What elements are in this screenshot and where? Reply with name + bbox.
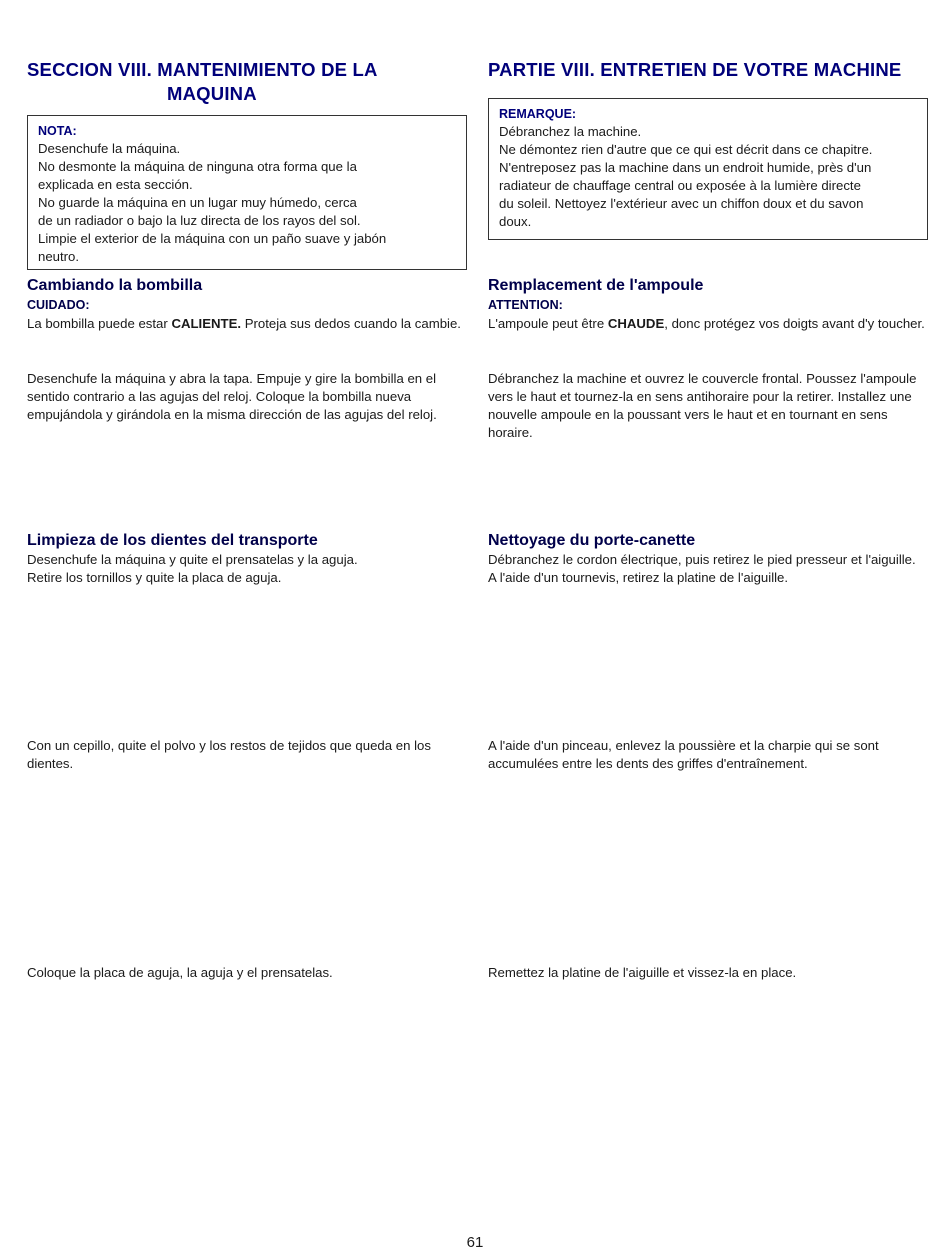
- bulb-caution-text-fr: [488, 315, 928, 333]
- note-line: neutro.: [38, 249, 80, 264]
- note-line: du soleil. Nettoyez l'extérieur avec un chiffon doux et du savon: [499, 196, 864, 211]
- bulb-steps-es: Desenchufe la máquina y abra la tapa. Empuje y gire la bombilla en el sentido contrario a las agujas del reloj. Coloque la bombilla nueva empujándola y girándola en la misma dirección de las agujas del reloj.: [27, 371, 437, 422]
- feed-brush-fr: A l'aide d'un pinceau, enlevez la poussière et la charpie qui se sont accumulées entre les dents des griffes d'entraînement.: [488, 738, 879, 771]
- caution-text-bold: CHAUDE: [607, 316, 665, 331]
- feed-heading-es: Limpieza de los dientes del transporte: [27, 532, 318, 549]
- note-box-es: [27, 115, 467, 270]
- feed-steps-fr: [488, 551, 928, 587]
- section-title-fr: PARTIE VIII. ENTRETIEN DE VOTRE MACHINE: [488, 59, 902, 80]
- section-title-es: [27, 58, 467, 106]
- section-title-es-line1: SECCION VIII. MANTENIMIENTO DE LA: [27, 59, 378, 80]
- bulb-heading-es: Cambiando la bombilla: [27, 277, 203, 294]
- caution-text-pre: L'ampoule peut être: [488, 316, 608, 331]
- note-line: doux.: [499, 214, 532, 229]
- note-line: No desmonte la máquina de ninguna otra forma que la: [38, 159, 357, 174]
- bulb-heading-fr: Remplacement de l'ampoule: [488, 277, 704, 294]
- caution-text-post: , donc protégez vos doigts avant d'y toucher.: [664, 316, 925, 331]
- note-line: No guarde la máquina en un lugar muy húmedo, cerca: [38, 195, 357, 210]
- feed-step-line: Retire los tornillos y quite la placa de aguja.: [27, 570, 282, 585]
- feed-heading-fr: Nettoyage du porte-canette: [488, 532, 696, 549]
- feed-step-line: Débranchez le cordon électrique, puis retirez le pied presseur et l'aiguille.: [488, 552, 916, 567]
- note-box-fr: [488, 98, 928, 240]
- note-line: Ne démontez rien d'autre que ce qui est décrit dans ce chapitre.: [499, 142, 873, 157]
- note-line: Desenchufe la máquina.: [38, 141, 181, 156]
- feed-step-line: Desenchufe la máquina y quite el prensatelas y la aguja.: [27, 552, 358, 567]
- section-title-es-line2: MAQUINA: [167, 83, 257, 104]
- feed-replace-fr: Remettez la platine de l'aiguille et vissez-la en place.: [488, 965, 797, 980]
- caution-text-pre: La bombilla puede estar: [27, 316, 172, 331]
- bulb-caution-label-es: CUIDADO:: [27, 298, 90, 312]
- caution-text-post: Proteja sus dedos cuando la cambie.: [241, 316, 461, 331]
- note-line: Limpie el exterior de la máquina con un paño suave y jabón: [38, 231, 387, 246]
- note-label-fr: REMARQUE:: [499, 107, 577, 121]
- note-line: explicada en esta sección.: [38, 177, 193, 192]
- bulb-caution-text-es: [27, 315, 467, 333]
- caution-text-bold: CALIENTE.: [171, 316, 242, 331]
- note-line: N'entreposez pas la machine dans un endroit humide, près d'un: [499, 160, 872, 175]
- bulb-caution-label-fr: ATTENTION:: [488, 298, 563, 312]
- note-line: radiateur de chauffage central ou exposée à la lumière directe: [499, 178, 861, 193]
- bulb-steps-fr: Débranchez la machine et ouvrez le couvercle frontal. Poussez l'ampoule vers le haut et tournez-la en sens antihoraire pour la retirer. Installez une nouvelle ampoule en la poussant vers le haut et en tournant en sens horaire.: [488, 371, 917, 440]
- feed-steps-es: [27, 551, 467, 587]
- feed-brush-es: Con un cepillo, quite el polvo y los restos de tejidos que queda en los dientes.: [27, 738, 431, 771]
- page-number: 61: [466, 1234, 484, 1251]
- note-label-es: NOTA:: [38, 124, 77, 138]
- note-line: de un radiador o bajo la luz directa de los rayos del sol.: [38, 213, 361, 228]
- feed-replace-es: Coloque la placa de aguja, la aguja y el prensatelas.: [27, 965, 333, 980]
- note-line: Débranchez la machine.: [499, 124, 642, 139]
- feed-step-line: A l'aide d'un tournevis, retirez la platine de l'aiguille.: [488, 570, 789, 585]
